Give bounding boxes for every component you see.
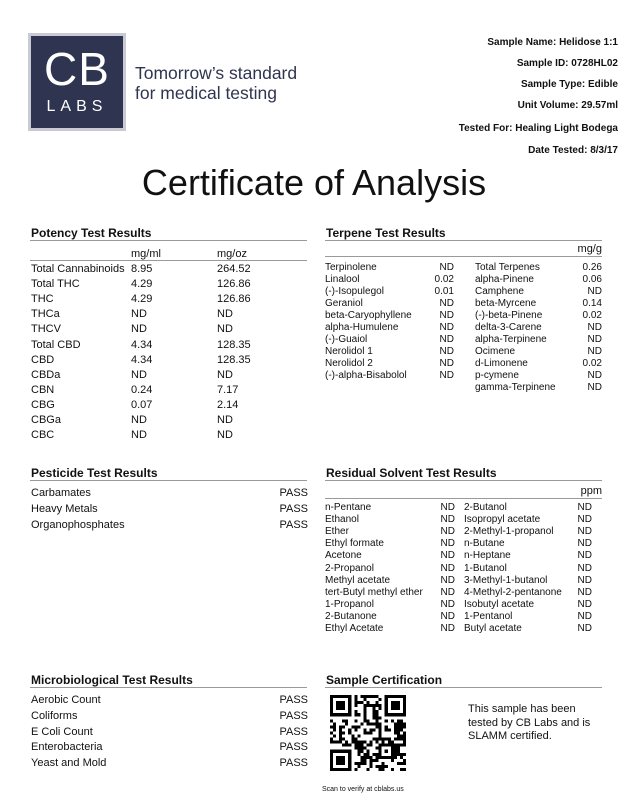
solvent-value: ND <box>577 586 592 598</box>
potency-mgml-value: 0.07 <box>131 398 153 411</box>
solvent-value: ND <box>577 550 592 562</box>
pesticide-result: PASS <box>279 519 308 531</box>
potency-mgoz-value: 128.35 <box>217 338 251 351</box>
micro-name: Coliforms <box>31 709 78 722</box>
potency-rule <box>30 240 307 241</box>
tested-for: Tested For: Healing Light Bodega <box>458 123 618 134</box>
potency-section-title: Potency Test Results <box>31 226 152 240</box>
terpene-value: ND <box>587 370 602 381</box>
potency-mgoz-value: 126.86 <box>217 293 251 306</box>
potency-name: THCa <box>31 308 60 321</box>
solvent-name: 4-Methyl-2-pentanone <box>464 586 562 598</box>
terpene-value: ND <box>439 262 454 273</box>
potency-name: Total Cannabinoids <box>31 263 125 275</box>
terpene-value: ND <box>587 346 602 357</box>
solvent-name: 2-Butanol <box>464 502 507 513</box>
solvent-name: 1-Pentanol <box>464 610 513 622</box>
solvent-name: Ethyl Acetate <box>325 623 384 634</box>
micro-name: Aerobic Count <box>31 694 101 706</box>
sample-type: Sample Type: Edible <box>520 79 618 90</box>
solvent-name: 1-Butanol <box>464 562 507 574</box>
terpene-name: Nerolidol 1 <box>325 346 373 357</box>
potency-name: CBDa <box>31 368 61 381</box>
solvent-value: ND <box>577 610 592 622</box>
tagline-line-2: for medical testing <box>135 83 278 103</box>
tagline <box>135 63 297 103</box>
solvent-header-rule <box>325 498 602 499</box>
terpene-value: ND <box>439 346 454 357</box>
potency-name: CBGa <box>31 414 61 426</box>
terpene-name: (-)-Guaiol <box>325 334 368 345</box>
solvent-name: 1-Propanol <box>325 598 374 610</box>
potency-mgml-value: ND <box>131 368 147 381</box>
terpene-rule <box>325 240 602 241</box>
solvent-name: tert-Butyl methyl ether <box>325 586 423 598</box>
potency-mgoz-value: ND <box>217 308 233 321</box>
potency-mgoz-value: ND <box>217 414 233 426</box>
solvent-name: n-Butane <box>464 538 505 550</box>
solvent-name: 2-Propanol <box>325 562 374 574</box>
solvent-value: ND <box>577 502 592 513</box>
tagline-line-1: Tomorrow’s standard <box>135 63 298 83</box>
micro-rule <box>30 687 307 688</box>
terpene-value: ND <box>439 358 454 369</box>
potency-name: Total THC <box>31 278 80 291</box>
micro-name: E Coli Count <box>31 725 93 738</box>
certification-text: This sample has been tested by CB Labs and is SLAMM certified. <box>468 703 591 742</box>
solvent-value: ND <box>577 538 592 550</box>
potency-header-rule <box>30 260 307 261</box>
solvent-name: Ethanol <box>325 514 359 526</box>
micro-result: PASS <box>279 694 308 706</box>
potency-mgoz-value: 126.86 <box>217 278 251 291</box>
terpene-name: (-)-Isopulegol <box>325 286 384 297</box>
micro-result: PASS <box>279 757 308 770</box>
solvent-name: 2-Butanone <box>325 610 377 622</box>
solvent-value: ND <box>440 562 455 574</box>
terpene-name: Nerolidol 2 <box>325 358 373 369</box>
terpene-value: 0.02 <box>434 274 454 285</box>
terpene-name: Total Terpenes <box>475 262 540 273</box>
pesticide-name: Carbamates <box>31 487 91 499</box>
terpene-value: 0.02 <box>582 358 602 369</box>
potency-mgml-value: ND <box>131 429 147 442</box>
solvent-value: ND <box>440 574 455 586</box>
terpene-value: 0.26 <box>582 262 602 273</box>
potency-mgml-value: 4.29 <box>131 293 153 306</box>
terpene-value: ND <box>439 334 454 345</box>
potency-mgoz-value: 2.14 <box>217 398 239 411</box>
terpene-value: ND <box>587 382 602 393</box>
potency-mgoz-value: 264.52 <box>217 263 251 275</box>
terpene-name: d-Limonene <box>475 358 528 369</box>
pesticide-rule <box>30 480 307 481</box>
potency-name: Total CBD <box>31 338 81 351</box>
solvent-value: ND <box>577 526 592 538</box>
certification-section-title: Sample Certification <box>326 673 443 687</box>
logo-mark: CB <box>44 43 110 95</box>
solvent-value: ND <box>440 514 455 526</box>
solvent-name: Acetone <box>325 550 362 562</box>
terpene-value: 0.02 <box>582 310 602 321</box>
pesticide-result: PASS <box>279 503 308 515</box>
terpene-value: ND <box>439 370 454 381</box>
micro-section-title: Microbiological Test Results <box>31 673 193 687</box>
sample-id: Sample ID: 0728HL02 <box>516 58 618 69</box>
solvent-name: n-Pentane <box>325 502 372 513</box>
potency-name: CBC <box>31 429 55 442</box>
potency-mgml-value: 4.29 <box>131 278 153 291</box>
terpene-value: ND <box>587 286 602 297</box>
terpene-value: ND <box>587 334 602 345</box>
solvent-value: ND <box>577 574 592 586</box>
potency-mgml-value: 4.34 <box>131 353 153 366</box>
solvent-value: ND <box>577 514 592 526</box>
solvent-name: Ethyl formate <box>325 538 384 550</box>
potency-mgoz-value: 7.17 <box>217 383 239 396</box>
potency-mgml-value: 0.24 <box>131 383 153 396</box>
solvent-name: 3-Methyl-1-butanol <box>464 574 548 586</box>
terpene-name: Terpinolene <box>325 262 377 273</box>
solvent-value: ND <box>577 562 592 574</box>
terpene-name: gamma-Terpinene <box>475 382 556 393</box>
solvent-name: Isopropyl acetate <box>464 514 541 526</box>
potency-mgml-value: ND <box>131 414 147 426</box>
micro-name: Yeast and Mold <box>31 757 107 770</box>
solvent-value: ND <box>577 623 592 634</box>
terpene-value: ND <box>439 310 454 321</box>
terpene-section-title: Terpene Test Results <box>326 226 446 240</box>
potency-mgml-value: 8.95 <box>131 263 153 275</box>
solvent-name: Ether <box>325 526 349 538</box>
solvent-name: Butyl acetate <box>464 623 522 634</box>
terpene-name: (-)-beta-Pinene <box>475 310 543 321</box>
potency-name: CBN <box>31 383 55 396</box>
potency-name: CBD <box>31 353 55 366</box>
terpene-value: ND <box>587 322 602 333</box>
potency-mgoz-value: 128.35 <box>217 353 251 366</box>
page-title: Certificate of Analysis <box>141 162 487 203</box>
micro-result: PASS <box>279 725 308 738</box>
terpene-name: (-)-alpha-Bisabolol <box>325 370 407 381</box>
terpene-value: ND <box>439 298 454 309</box>
potency-mgoz-value: ND <box>217 368 233 381</box>
terpene-value: 0.01 <box>434 286 454 297</box>
pesticide-result: PASS <box>279 487 308 499</box>
potency-mgml-value: ND <box>131 323 147 336</box>
terpene-value: 0.14 <box>582 298 602 309</box>
terpene-name: alpha-Pinene <box>475 274 534 285</box>
terpene-unit: mg/g <box>577 243 602 255</box>
micro-name: Enterobacteria <box>31 741 103 754</box>
potency-mgoz-value: ND <box>217 323 233 336</box>
potency-mgoz-value: ND <box>217 429 233 442</box>
terpene-name: Linalool <box>325 274 360 285</box>
sample-name: Sample Name: Helidose 1:1 <box>487 37 618 48</box>
solvent-value: ND <box>440 550 455 562</box>
terpene-name: Geraniol <box>325 298 363 309</box>
terpene-name: alpha-Humulene <box>325 322 399 333</box>
potency-col-mgoz: mg/oz <box>217 248 247 260</box>
cb-labs-logo <box>28 33 126 131</box>
terpene-name: beta-Caryophyllene <box>325 310 412 321</box>
certification-rule <box>325 687 602 688</box>
terpene-header-rule <box>325 256 602 257</box>
solvent-value: ND <box>440 623 455 634</box>
terpene-name: Camphene <box>475 286 524 297</box>
solvent-unit: ppm <box>580 485 602 497</box>
solvent-value: ND <box>440 538 455 550</box>
unit-volume: Unit Volume: 29.57ml <box>517 100 618 111</box>
qr-code[interactable] <box>330 695 406 771</box>
pesticide-name: Heavy Metals <box>31 503 98 515</box>
solvent-section-title: Residual Solvent Test Results <box>326 466 497 480</box>
potency-mgml-value: ND <box>131 308 147 321</box>
solvent-value: ND <box>440 502 455 513</box>
potency-name: THC <box>31 293 54 306</box>
logo-sub: LABS <box>46 98 108 115</box>
potency-name: CBG <box>31 398 55 411</box>
terpene-name: alpha-Terpinene <box>475 334 547 345</box>
terpene-value: 0.06 <box>582 274 602 285</box>
solvent-name: n-Heptane <box>464 550 511 562</box>
solvent-value: ND <box>440 598 455 610</box>
solvent-value: ND <box>440 586 455 598</box>
terpene-name: delta-3-Carene <box>475 322 542 333</box>
date-tested: Date Tested: 8/3/17 <box>528 145 618 156</box>
verify-footer: Scan to verify at cblabs.us <box>322 786 404 793</box>
solvent-value: ND <box>440 526 455 538</box>
solvent-name: Methyl acetate <box>325 574 391 586</box>
pesticide-name: Organophosphates <box>31 519 125 531</box>
terpene-name: Ocimene <box>475 346 516 357</box>
micro-result: PASS <box>279 741 308 754</box>
solvent-name: Isobutyl acetate <box>464 598 535 610</box>
potency-name: THCV <box>31 323 61 336</box>
potency-col-mgml: mg/ml <box>131 248 161 260</box>
solvent-name: 2-Methyl-1-propanol <box>464 526 554 538</box>
pesticide-section-title: Pesticide Test Results <box>31 466 158 480</box>
solvent-rule <box>325 480 602 481</box>
solvent-value: ND <box>440 610 455 622</box>
terpene-name: p-cymene <box>475 370 519 381</box>
terpene-value: ND <box>439 322 454 333</box>
solvent-value: ND <box>577 598 592 610</box>
micro-result: PASS <box>279 709 308 722</box>
potency-mgml-value: 4.34 <box>131 338 153 351</box>
terpene-name: beta-Myrcene <box>475 298 537 309</box>
